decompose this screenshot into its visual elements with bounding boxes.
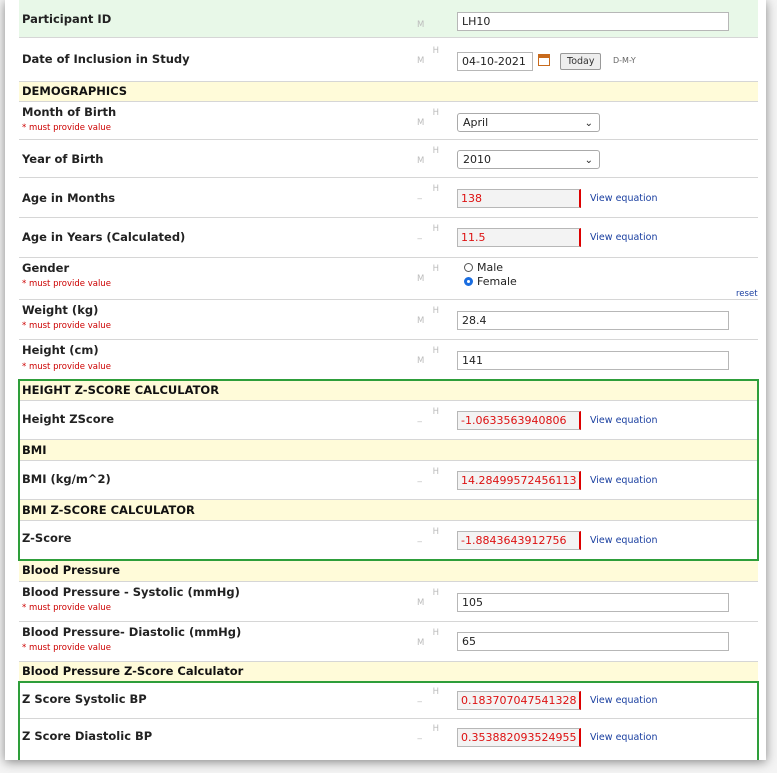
view-equation-link[interactable]: View equation (590, 232, 658, 243)
field-label: Date of Inclusion in Study (22, 52, 190, 66)
row-height-zscore (19, 401, 758, 440)
field-label: Blood Pressure- Diastolic (mmHg) (22, 625, 242, 639)
bmi-calc: 14.28499572456113 (457, 471, 581, 490)
radio-label: Male (477, 261, 504, 274)
m-icon[interactable]: ‒ (417, 417, 423, 427)
today-button[interactable]: Today (560, 53, 601, 70)
radio-button[interactable] (464, 277, 473, 286)
m-icon[interactable]: M (417, 274, 425, 284)
row-gender (19, 258, 758, 300)
h-icon[interactable]: H (432, 184, 439, 194)
row-participant-id (19, 0, 758, 38)
m-icon[interactable]: M (417, 638, 425, 648)
m-icon[interactable]: M (417, 20, 425, 30)
history-icons[interactable] (417, 467, 443, 487)
section-demographics: DEMOGRAPHICS (19, 82, 758, 102)
z-systolic-calc: 0.183707047541328 (457, 691, 581, 710)
history-icons[interactable] (417, 224, 443, 244)
history-icons[interactable] (417, 687, 443, 707)
h-icon[interactable]: H (432, 46, 439, 56)
field-label: Weight (kg) (22, 303, 99, 317)
radio-button[interactable] (464, 263, 473, 272)
gender-female-radio[interactable] (464, 275, 517, 288)
height-input[interactable]: 141 (457, 351, 729, 370)
weight-input[interactable]: 28.4 (457, 311, 729, 330)
section-bmi-calculator: BMI Z-SCORE CALCULATOR (19, 500, 758, 521)
required-note: * must provide value (22, 643, 111, 653)
bp-diastolic-input[interactable]: 65 (457, 632, 729, 651)
field-label: Z-Score (22, 531, 72, 545)
field-label: Blood Pressure - Systolic (mmHg) (22, 585, 240, 599)
row-z-diastolic (19, 719, 758, 760)
h-icon[interactable]: H (432, 628, 439, 638)
field-label: Month of Birth (22, 105, 117, 119)
m-icon[interactable]: M (417, 56, 425, 66)
row-bp-systolic (19, 582, 758, 622)
h-icon[interactable]: H (432, 527, 439, 537)
m-icon[interactable]: ‒ (417, 697, 423, 707)
row-date-inclusion (19, 38, 758, 82)
row-bp-diastolic (19, 622, 758, 662)
z-score-calc: -1.8843643912756 (457, 531, 581, 550)
m-icon[interactable]: ‒ (417, 194, 423, 204)
h-icon[interactable]: H (432, 264, 439, 274)
month-birth-select[interactable] (457, 113, 600, 132)
history-icons[interactable] (417, 527, 443, 547)
participant-id-input[interactable]: LH10 (457, 12, 729, 31)
history-icons[interactable] (417, 724, 443, 744)
view-equation-link[interactable]: View equation (590, 415, 658, 426)
date-format-hint: D-M-Y (613, 56, 636, 65)
h-icon[interactable]: H (432, 224, 439, 234)
h-icon[interactable]: H (432, 687, 439, 697)
history-icons[interactable] (417, 108, 443, 128)
z-diastolic-calc: 0.353882093524955 (457, 728, 581, 747)
history-icons[interactable] (417, 46, 443, 66)
select-value: 2010 (463, 153, 491, 166)
chevron-down-icon: ⌄ (584, 118, 593, 129)
m-icon[interactable]: M (417, 598, 425, 608)
field-label: Height (cm) (22, 343, 99, 357)
section-bmi: BMI (19, 440, 758, 461)
radio-label: Female (477, 275, 517, 288)
m-icon[interactable]: ‒ (417, 734, 423, 744)
view-equation-link[interactable]: View equation (590, 535, 658, 546)
height-zscore-calc: -1.0633563940806 (457, 411, 581, 430)
reset-link[interactable]: reset (736, 289, 758, 299)
section-blood-pressure: Blood Pressure (19, 560, 758, 582)
h-icon[interactable]: H (432, 108, 439, 118)
view-equation-link[interactable]: View equation (590, 475, 658, 486)
view-equation-link[interactable]: View equation (590, 732, 658, 743)
m-icon[interactable]: ‒ (417, 234, 423, 244)
history-icons[interactable] (417, 628, 443, 648)
form-card (5, 0, 766, 760)
calendar-icon[interactable] (538, 54, 550, 66)
row-weight (19, 300, 758, 340)
history-icons[interactable] (417, 588, 443, 608)
required-note: * must provide value (22, 321, 111, 331)
field-label: Age in Months (22, 191, 116, 205)
history-icons[interactable] (417, 184, 443, 204)
m-icon[interactable]: M (417, 118, 425, 128)
m-icon[interactable]: M (417, 156, 425, 166)
field-label: Gender (22, 261, 70, 275)
history-icons[interactable] (417, 146, 443, 166)
view-equation-link[interactable]: View equation (590, 695, 658, 706)
h-icon[interactable]: H (432, 588, 439, 598)
h-icon[interactable]: H (432, 346, 439, 356)
h-icon[interactable]: H (432, 467, 439, 477)
bp-systolic-input[interactable]: 105 (457, 593, 729, 612)
field-label: Height ZScore (22, 412, 115, 426)
gender-male-radio[interactable] (464, 261, 503, 274)
row-height (19, 340, 758, 380)
m-icon[interactable]: M (417, 316, 425, 326)
history-icons[interactable] (417, 264, 443, 284)
required-note: * must provide value (22, 603, 111, 613)
row-z-systolic (19, 682, 758, 719)
field-label: Z Score Diastolic BP (22, 729, 153, 743)
history-icons[interactable] (417, 346, 443, 366)
h-icon[interactable]: H (432, 306, 439, 316)
field-label: Age in Years (Calculated) (22, 230, 186, 244)
age-years-calc: 11.5 (457, 228, 581, 247)
age-months-calc: 138 (457, 189, 581, 208)
h-icon[interactable]: H (432, 407, 439, 417)
required-note: * must provide value (22, 362, 111, 372)
select-value: April (463, 116, 489, 129)
section-bp-calculator: Blood Pressure Z-Score Calculator (19, 662, 758, 682)
row-age-years (19, 218, 758, 258)
required-note: * must provide value (22, 279, 111, 289)
field-label: Participant ID (22, 12, 112, 26)
required-note: * must provide value (22, 123, 111, 133)
row-year-birth (19, 140, 758, 178)
year-birth-select[interactable] (457, 150, 600, 169)
section-height-calculator: HEIGHT Z-SCORE CALCULATOR (19, 380, 758, 401)
row-age-months (19, 178, 758, 218)
row-month-birth (19, 102, 758, 140)
row-z-score (19, 521, 758, 560)
date-inclusion-input[interactable]: 04-10-2021 (457, 52, 533, 71)
h-icon[interactable]: H (432, 724, 439, 734)
history-icons[interactable] (417, 407, 443, 427)
view-equation-link[interactable]: View equation (590, 193, 658, 204)
history-icons[interactable] (417, 306, 443, 326)
h-icon[interactable]: H (432, 146, 439, 156)
m-icon[interactable]: ‒ (417, 537, 423, 547)
m-icon[interactable]: M (417, 356, 425, 366)
row-bmi (19, 461, 758, 500)
chevron-down-icon: ⌄ (584, 155, 593, 166)
field-label: Year of Birth (22, 152, 104, 166)
m-icon[interactable]: ‒ (417, 477, 423, 487)
field-label: Z Score Systolic BP (22, 692, 147, 706)
history-icons[interactable] (417, 20, 443, 30)
field-label: BMI (kg/m^2) (22, 472, 111, 486)
